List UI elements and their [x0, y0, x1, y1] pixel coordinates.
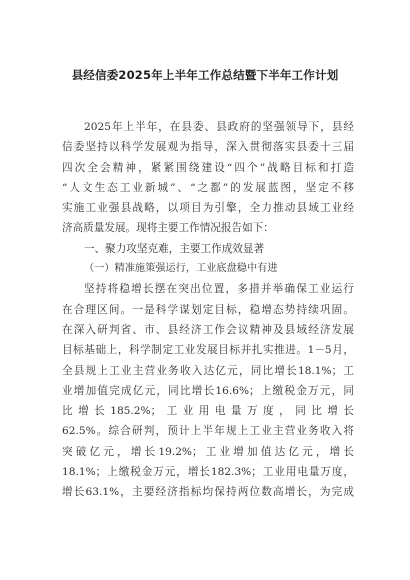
paragraph-line: 四次全会精神，紧紧围绕建设“四个”战略目标和打造	[62, 161, 354, 174]
document-title: 县经信委2025年上半年工作总结暨下半年工作计划	[71, 68, 339, 82]
paragraph-line: 业增加值完成亿元，同比增长16.6%；上缴税金万元，同	[62, 384, 354, 397]
paragraph-line: “人文生态工业新城”、“之都”的发展蓝图，坚定不移	[62, 181, 354, 194]
paragraph-line: 目标基础上，科学制定工业发展目标并扎实推进。1－5月，	[62, 344, 354, 357]
section-heading: 一、聚力攻坚克难，主要工作成效显著	[84, 242, 265, 255]
paragraph-line: 全县规上工业主营业务收入达亿元，同比增长18.1%；工	[62, 364, 354, 377]
paragraph-line: 突破亿元，增长19.2%；工业增加值达亿元，增长	[62, 445, 354, 458]
paragraph-line: 2025年上半年，在县委、县政府的坚强领导下，县经	[84, 121, 354, 133]
paragraph-line: 坚持将稳增长摆在突出位置，多措并举确保工业运行	[84, 283, 354, 296]
paragraph-line: 在合理区间。一是科学谋划定目标，稳增态势持续巩固。	[62, 303, 354, 316]
document-body	[62, 117, 354, 503]
paragraph-line: 增长63.1%，主要经济指标均保持两位数高增长，为完成	[62, 486, 354, 499]
paragraph-line: 62.5%。综合研判，预计上半年规上工业主营业务收入将	[62, 425, 354, 438]
paragraph-line: 济高质量发展。现将主要工作情况报告如下：	[62, 222, 274, 235]
paragraph-line: 信委坚持以科学发展观为指导，深入贯彻落实县委十三届	[62, 141, 354, 154]
paragraph-line: 在深入研判省、市、县经济工作会议精神及县域经济发展	[62, 323, 354, 336]
paragraph-line: 实施工业强县战略，以项目为引擎，全力推动县域工业经	[62, 202, 354, 215]
subsection-heading: （一）精准施策强运行，工业底盘稳中有进	[84, 263, 278, 275]
paragraph-line: 18.1%；上缴税金万元，增长182.3%；工业用电量万度，	[62, 466, 354, 479]
paragraph-line: 比增长185.2%；工业用电量万度，同比增长	[62, 405, 354, 418]
